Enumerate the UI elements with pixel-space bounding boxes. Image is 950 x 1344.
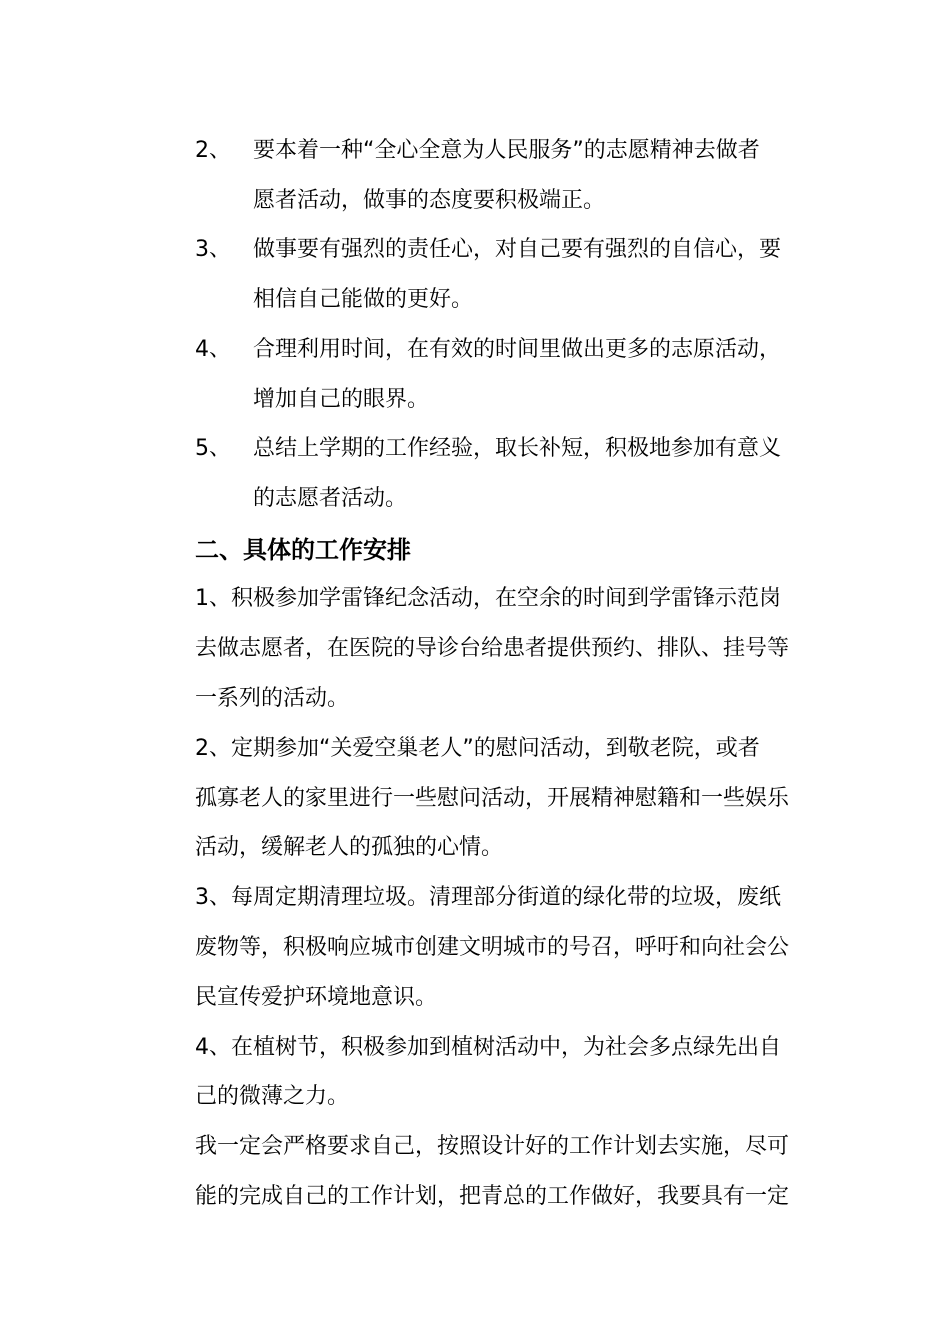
list-item-text: 的志愿者活动。 (253, 486, 408, 511)
paragraph-line: 民宣传爱护环境地意识。 (195, 985, 438, 1010)
paragraph-line: 己的微薄之力。 (195, 1084, 350, 1109)
list-item-text: 总结上学期的工作经验，取长补短，积极地参加有意义 (253, 436, 782, 461)
list-item-text: 相信自己能做的更好。 (253, 287, 474, 312)
paragraph-line: 废物等，积极响应城市创建文明城市的号召，呼吁和向社会公 (195, 935, 790, 960)
list-item-number: 2、 (195, 138, 231, 163)
paragraph-line: 3、每周定期清理垃圾。清理部分街道的绿化带的垃圾，废纸 (195, 885, 781, 910)
list-item-text: 合理利用时间，在有效的时间里做出更多的志原活动， (253, 337, 782, 362)
paragraph-line: 1、积极参加学雷锋纪念活动，在空余的时间到学雷锋示范岗 (195, 586, 781, 611)
list-item-text: 要本着一种“全心全意为人民服务”的志愿精神去做者 (253, 138, 760, 163)
list-item-text: 做事要有强烈的责任心，对自己要有强烈的自信心，要 (253, 237, 782, 262)
paragraph-line: 2、定期参加“关爱空巢老人”的慰问活动，到敬老院，或者 (195, 736, 760, 761)
paragraph-line: 能的完成自己的工作计划，把青总的工作做好，我要具有一定 (195, 1184, 790, 1209)
section-heading: 二、具体的工作安排 (195, 536, 411, 564)
list-item-text: 愿者活动，做事的态度要积极端正。 (253, 188, 606, 213)
list-item-text: 增加自己的眼界。 (253, 387, 430, 412)
list-item-number: 3、 (195, 237, 231, 262)
paragraph-line: 活动，缓解老人的孤独的心情。 (195, 835, 504, 860)
paragraph-line: 一系列的活动。 (195, 686, 350, 711)
list-item-number: 4、 (195, 337, 231, 362)
paragraph-line: 我一定会严格要求自己，按照设计好的工作计划去实施，尽可 (195, 1134, 790, 1159)
paragraph-line: 4、在植树节，积极参加到植树活动中，为社会多点绿先出自 (195, 1035, 781, 1060)
paragraph-line: 孤寡老人的家里进行一些慰问活动，开展精神慰籍和一些娱乐 (195, 786, 790, 811)
paragraph-line: 去做志愿者，在医院的导诊台给患者提供预约、排队、挂号等 (195, 636, 790, 661)
list-item-number: 5、 (195, 436, 231, 461)
